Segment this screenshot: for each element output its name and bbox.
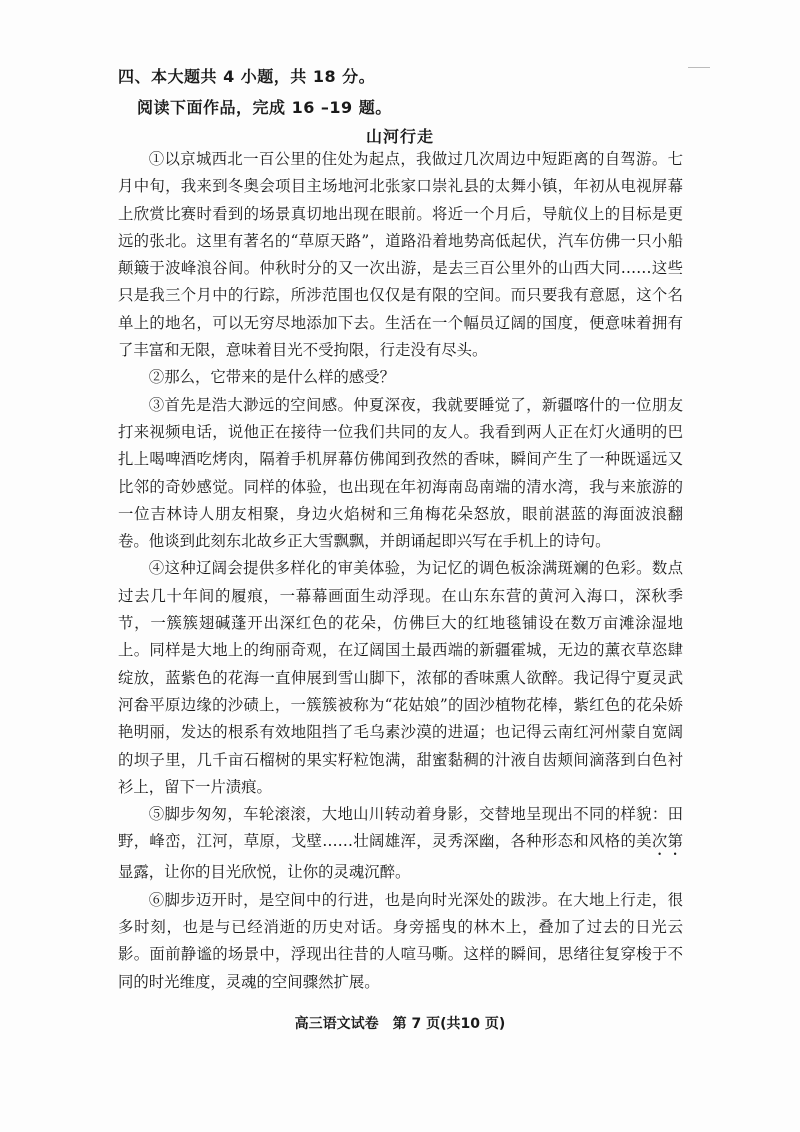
emphasized-word: 次第 <box>651 832 683 851</box>
paragraph-1: ①以京城西北一百公里的住处为起点，我做过几次周边中短距离的自驾游。七月中旬，我来到冬奥会项目主场地河北张家口崇礼县的太舞小镇，年初从电视屏幕上欣赏比赛时看到的场景真切地出现在眼前。将近一个月后，导航仪上的目标是更远的张北。这里有著名的“草原天路”，道路沿着地势高低起伏，汽车仿佛一只小船颠簸于波峰浪谷间。仲秋时分的又一次出游，是去三百公里外的山西大同……这些只是我三个月中的行踪，所涉范围也仅仅是有限的空间。而只要我有意愿，这个名单上的地名，可以无穷尽地添加下去。生活在一个幅员辽阔的国度，便意味着拥有了丰富和无限，意味着目光不受拘限，行走没有尽头。 <box>118 150 683 360</box>
article-body <box>118 146 683 996</box>
page-footer: 高三语文试卷 第 7 页(共10 页) <box>294 1016 506 1032</box>
paragraph-6: ⑥脚步迈开时，是空间中的行进，也是向时光深处的跋涉。在大地上行走，很多时刻，也是与已经消逝的历史对话。身旁摇曳的林木上，叠加了过去的日光云影。面前静谧的场景中，浮现出往昔的人喧马嘶。这样的瞬间，思绪往复穿梭于不同的时光维度，灵魂的空间骤然扩展。 <box>118 890 683 991</box>
reading-instruction: 阅读下面作品，完成 16 –19 题。 <box>137 98 392 117</box>
paragraph-3: ③首先是浩大渺远的空间感。仲夏深夜，我就要睡觉了，新疆喀什的一位朋友打来视频电话，说他正在接待一位我们共同的友人。我看到两人正在灯火通明的巴扎上喝啤酒吃烤肉，隔着手机屏幕仿佛闻到孜然的香味，瞬间产生了一种既遥远又比邻的奇妙感觉。同样的体验，也出现在年初海南岛南端的清水湾，我与来旅游的一位吉林诗人朋友相聚，身边火焰树和三角梅花朵怒放，眼前湛蓝的海面波浪翻卷。他谈到此刻东北故乡正大雪飘飘，并朗诵起即兴写在手机上的诗句。 <box>118 395 683 551</box>
article-title: 山河行走 <box>365 127 434 146</box>
paragraph-2: ②那么，它带来的是什么样的感受？ <box>148 368 396 387</box>
section-heading: 四、本大题共 4 小题，共 18 分。 <box>118 67 376 86</box>
paragraph-5: ⑤脚步匆匆，车轮滚滚，大地山川转动着身影，交替地呈现出不同的样貌：田野，峰峦，江河，草原，戈壁……壮阔雄浑，灵秀深幽，各种形态和风格的美次第显露，让你的目光欣悦，让你的灵魂沉醉。 <box>118 805 683 882</box>
paragraph-4: ④这种辽阔会提供多样化的审美体验，为记忆的调色板涂满斑斓的色彩。数点过去几十年间的履痕，一幕幕画面生动浮现。在山东东营的黄河入海口，深秋季节，一簇簇翅碱蓬开出深红色的花朵，仿佛巨大的红地毯铺设在数万亩滩涂湿地上。同样是大地上的绚丽奇观，在辽阔国土最西端的新疆霍城，无边的薰衣草恣肆绽放，蓝紫色的花海一直伸展到雪山脚下，浓郁的香味熏人欲醉。我记得宁夏灵武河畚平原边缘的沙碛上，一簇簇被称为“花姑娘”的固沙植物花棒，紫红色的花朵娇艳明丽，发达的根系有效地阻挡了毛乌素沙漠的进逼；也记得云南红河州蒙自宽阔的坝子里，几千亩石榴树的果实籽粒饱满，甜蜜黏稠的汁液自齿颊间滴落到白色衬衫上，留下一片渍痕。 <box>118 559 683 796</box>
scan-mark <box>688 67 710 68</box>
